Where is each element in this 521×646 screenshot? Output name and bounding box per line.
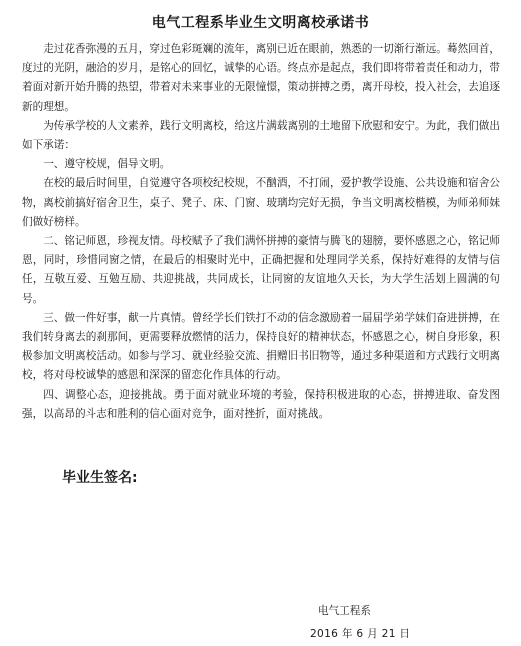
intro-paragraph: 走过花香弥漫的五月，穿过色彩斑斓的流年，离别已近在眼前，熟悉的一切渐行渐远。蓦然回首，度过的光阴，融洽的岁月，是铭心的回忆，诚挚的心语。终点亦是起点，我们即将带着责任和动力，带着面对新开始升腾的热望，带着对未来事业的无限憧憬，策动拼搏之勇，离开母校，投入社会，去追逐新的理想。 <box>22 43 500 113</box>
document-body <box>22 40 500 424</box>
document-title: 电气工程系毕业生文明离校承诺书 <box>151 15 370 31</box>
commitment-4-paragraph: 四、调整心态，迎接挑战。勇于面对就业环境的考验，保持积极进取的心态，拼搏进取、奋发图强，以高昂的斗志和胜利的信心面对竞争，面对挫折，面对挑战。 <box>22 388 500 420</box>
document-date: 2016 年 6 月 21 日 <box>310 628 411 640</box>
commitment-2-paragraph: 二、铭记师恩，珍视友情。母校赋予了我们满怀拼搏的豪情与腾飞的翅膀，要怀感恩之心，铭记师恩，同时，珍惜同窗之情，在最后的相聚时光中，正确把握和处理同学关系，保持好难得的友情与信任，互敬互爱、互勉互励、共迎挑战，共同成长，让同窗的友谊地久天长，为大学生活划上圆满的句号。 <box>22 235 500 305</box>
department-name: 电气工程系 <box>318 605 371 617</box>
signature-label: 毕业生签名: <box>62 470 138 486</box>
purpose-paragraph: 为传承学校的人文素养，践行文明离校，给这片满载离别的土地留下欣慰和安宁。为此，我们做出如下承诺： <box>22 119 500 152</box>
commitment-1-heading: 一、遵守校规，倡导文明。 <box>43 158 171 171</box>
commitment-3-paragraph: 三、做一件好事，献一片真情。曾经学长们铁打不动的信念激励着一届届学弟学妹们奋进拼搏，在我们转身离去的刹那间，更需要释放燃情的活力，保持良好的精神状态，怀感恩之心，树自身形象，积极参加文明离校活动。如参与学习、就业经验交流、捐赠旧书旧物等，通过多种渠道和方式践行文明离校，将对母校诚挚的感恩和深深的留恋化作具体的行动。 <box>22 311 500 382</box>
commitment-1-paragraph: 在校的最后时间里，自觉遵守各项校纪校规，不酗酒，不打闹，爱护教学设施、公共设施和宿舍公物，离校前搞好宿舍卫生，桌子、凳子、床、门窗、玻璃均完好无损，争当文明离校楷模，为师弟师妹们做好榜样。 <box>22 177 500 228</box>
